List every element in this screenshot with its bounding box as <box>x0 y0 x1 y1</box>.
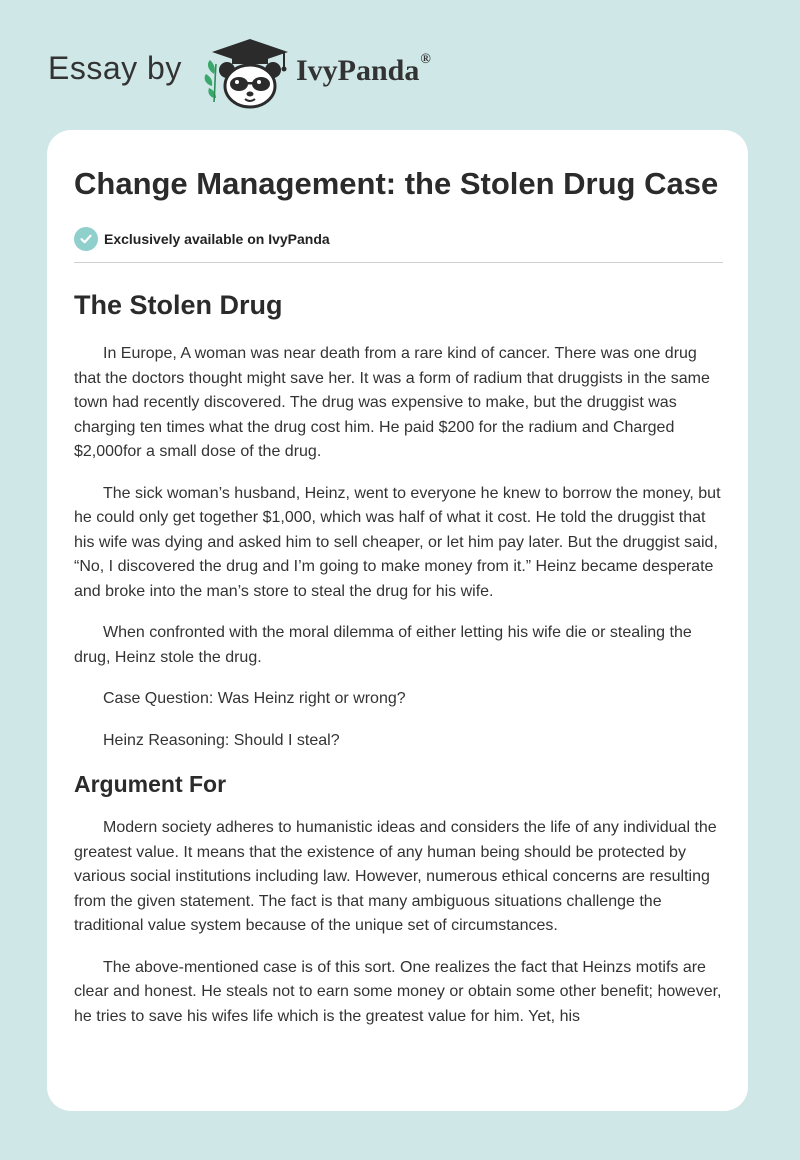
exclusive-badge <box>74 225 723 253</box>
paragraph: Modern society adheres to humanistic ideas and considers the life of any individual the greatest value. It means that the existence of any human being should be protected by various social institutions including law. However, numerous ethical concerns are resulting from the given statement. The fact is that many ambiguous situations challenge the traditional value system because of the unique set of circumstances. <box>74 819 717 934</box>
paragraph: When confronted with the moral dilemma of either letting his wife die or stealing the drug, Heinz stole the drug. <box>74 624 692 666</box>
divider <box>74 262 723 263</box>
paragraph: The above-mentioned case is of this sort. One realizes the fact that Heinzs motifs are clear and honest. He steals not to earn some money or obtain some other benefit; however, he tries to save his wifes life which is the greatest value for him. Yet, his <box>74 958 722 1025</box>
paragraph: Heinz Reasoning: Should I steal? <box>103 731 340 749</box>
panda-logo-icon[interactable] <box>200 36 292 110</box>
essay-title: Change Management: the Stolen Drug Case <box>74 166 719 201</box>
essay-card <box>47 130 748 1111</box>
section-heading-stolen-drug: The Stolen Drug <box>74 290 283 320</box>
essay-by-label: Essay by <box>48 50 182 86</box>
section-heading-argument-for: Argument For <box>74 771 227 797</box>
exclusive-label: Exclusively available on IvyPanda <box>104 231 330 247</box>
paragraph: The sick woman’s husband, Heinz, went to everyone he knew to borrow the money, but he could only get together $1,000, which was half of what it cost. He told the druggist that his wife was dying and asked him to sell cheaper, or let him pay later. But the druggist said, “No, I discovered the drug and I’m going to make money from it.” Heinz became desperate and broke into the man’s store to steal the drug for his wife. <box>74 484 721 600</box>
checkmark-icon <box>74 227 98 251</box>
paragraph: In Europe, A woman was near death from a rare kind of cancer. There was one drug that the doctors thought might save her. It was a form of radium that druggists in the same town had recently discovered. The drug was expensive to make, but the druggist was charging ten times what the drug cost him. He paid $200 for the radium and Charged $2,000for a small dose of the drug. <box>74 345 710 460</box>
brand-name[interactable]: IvyPanda® <box>296 52 431 87</box>
essay-content <box>74 164 723 1029</box>
site-header <box>0 0 800 130</box>
paragraph: Case Question: Was Heinz right or wrong? <box>103 690 406 707</box>
